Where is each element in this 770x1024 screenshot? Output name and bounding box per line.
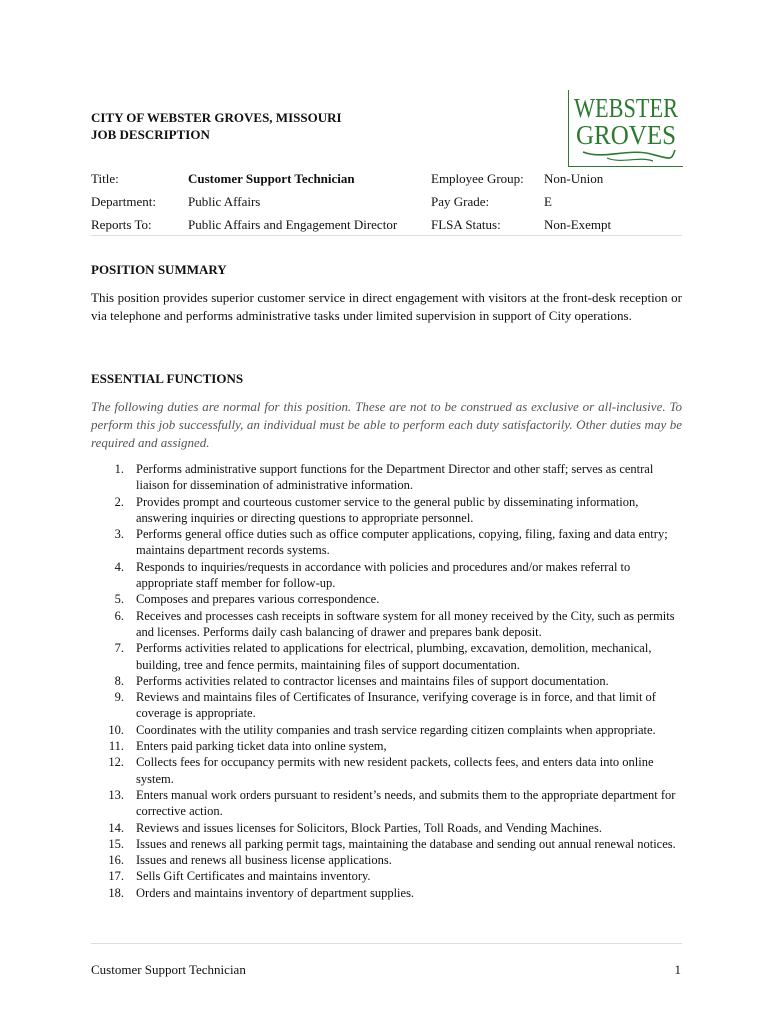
- list-item-text: Performs general office duties such as office computer applications, copying, filing, faxing and data entry; maintains department records systems.: [136, 527, 668, 558]
- footer-divider: [91, 943, 682, 944]
- list-item-text: Issues and renews all parking permit tags, maintaining the database and sending out annual renewal notices.: [136, 836, 676, 851]
- list-item-text: Collects fees for occupancy permits with new resident packets, collects fees, and enters data into online system.: [136, 755, 654, 786]
- list-item-number: 14.: [108, 820, 124, 835]
- list-item-number: 2.: [114, 494, 124, 509]
- list-item-number: 1.: [114, 462, 124, 476]
- list-item: [91, 754, 681, 787]
- employee-group-label: Employee Group:: [431, 171, 524, 186]
- list-item-number: 5.: [114, 592, 124, 607]
- list-item-number: 17.: [108, 869, 124, 884]
- logo-flourish-icon: [607, 158, 653, 161]
- doc-type-heading: JOB DESCRIPTION: [91, 127, 210, 142]
- flsa-label: FLSA Status:: [431, 217, 501, 232]
- pay-grade-value: E: [544, 194, 552, 209]
- list-item-number: 9.: [114, 690, 124, 705]
- logo-word-webster: WEBSTER: [574, 93, 678, 123]
- city-heading: CITY OF WEBSTER GROVES, MISSOURI: [91, 110, 342, 125]
- list-item-text: Issues and renews all business license applications.: [136, 853, 392, 868]
- info-row-title: [91, 167, 682, 190]
- list-item: [91, 722, 681, 738]
- list-item-text: Enters manual work orders pursuant to resident’s needs, and submits them to the appropriate department for corrective action.: [136, 787, 676, 819]
- list-item: [91, 640, 681, 673]
- essential-functions-intro: The following duties are normal for this position. These are not to be construed as exclusive or all-inclusive. To perform this job successfully, an individual must be able to perform each duty satisfactorily. Other duties may be required and assigned.: [91, 399, 682, 450]
- list-item: [91, 738, 681, 754]
- logo-flourish-icon: [583, 150, 675, 158]
- info-row-reports: [91, 213, 682, 236]
- list-item-text: Composes and prepares various correspondence.: [136, 592, 380, 607]
- list-item: [91, 591, 681, 607]
- list-item-text: Performs administrative support functions for the Department Director and other staff; serves as central liaison for dissemination of administrative information.: [136, 462, 654, 493]
- list-item: [91, 868, 681, 884]
- list-item: [91, 820, 681, 836]
- list-item-number: 7.: [114, 641, 124, 656]
- list-item: [91, 673, 681, 689]
- employee-group-value: Non-Union: [544, 171, 604, 186]
- webster-groves-logo: [568, 90, 683, 167]
- list-item: [91, 852, 681, 868]
- flsa-value: Non-Exempt: [544, 217, 612, 232]
- essential-functions-list: [91, 461, 681, 901]
- list-item-text: Reviews and maintains files of Certificates of Insurance, verifying coverage is in force, and that limit of coverage is appropriate.: [136, 690, 656, 721]
- list-item-number: 18.: [108, 885, 124, 900]
- document-header: [91, 109, 342, 143]
- info-divider: [91, 235, 682, 236]
- list-item: [91, 787, 681, 820]
- list-item-text: Sells Gift Certificates and maintains inventory.: [136, 869, 371, 884]
- reports-to-value: Public Affairs and Engagement Director: [188, 217, 398, 232]
- logo-word-groves: GROVES: [576, 120, 676, 150]
- list-item-text: Reviews and issues licenses for Solicitors, Block Parties, Toll Roads, and Vending Machines.: [136, 820, 602, 835]
- footer-title: Customer Support Technician: [91, 962, 246, 977]
- list-item: [91, 494, 681, 527]
- list-item-number: 6.: [114, 608, 124, 623]
- position-summary-heading: POSITION SUMMARY: [91, 262, 227, 277]
- list-item-number: 4.: [114, 559, 124, 574]
- list-item-text: Orders and maintains inventory of department supplies.: [136, 885, 415, 900]
- list-item-number: 13.: [108, 787, 124, 802]
- title-label: Title:: [91, 171, 119, 186]
- job-info-table: [91, 167, 682, 236]
- list-item: [91, 836, 681, 852]
- list-item-text: Enters paid parking ticket data into online system,: [136, 739, 387, 754]
- list-item-text: Receives and processes cash receipts in software system for all money received by the City, such as permits and licenses. Performs daily cash balancing of drawer and prepares bank deposit.: [136, 608, 675, 639]
- list-item-text: Performs activities related to contractor licenses and maintains files of support documentation.: [136, 673, 609, 688]
- department-label: Department:: [91, 194, 156, 209]
- list-item-number: 15.: [108, 836, 124, 851]
- list-item: [91, 526, 681, 559]
- list-item-number: 16.: [108, 853, 124, 868]
- list-item-text: Coordinates with the utility companies and trash service regarding citizen complaints when appropriate.: [136, 722, 656, 737]
- list-item-number: 11.: [108, 739, 124, 754]
- list-item: [91, 461, 681, 494]
- list-item: [91, 608, 681, 641]
- list-item-number: 3.: [114, 527, 124, 542]
- list-item-number: 12.: [108, 755, 124, 770]
- list-item: [91, 689, 681, 722]
- list-item-number: 10.: [108, 722, 124, 737]
- list-item: [91, 559, 681, 592]
- reports-to-label: Reports To:: [91, 217, 152, 232]
- info-row-department: [91, 190, 682, 213]
- essential-functions-heading: ESSENTIAL FUNCTIONS: [91, 371, 244, 386]
- list-item-number: 8.: [114, 673, 124, 688]
- position-summary-text: This position provides superior customer service in direct engagement with visitors at the front-desk reception or via telephone and performs administrative tasks under limited supervision in support of City operations.: [91, 290, 682, 323]
- department-value: Public Affairs: [188, 194, 261, 209]
- list-item-text: Responds to inquiries/requests in accordance with policies and procedures and/or makes referral to appropriate staff member for follow-up.: [136, 559, 631, 591]
- logo-graphic: [569, 90, 683, 166]
- list-item: [91, 885, 681, 901]
- list-item-text: Provides prompt and courteous customer service to the general public by disseminating information, answering inquiries or directing questions to appropriate personnel.: [136, 494, 639, 525]
- pay-grade-label: Pay Grade:: [431, 194, 490, 209]
- title-value: Customer Support Technician: [188, 171, 355, 186]
- list-item-text: Performs activities related to applications for electrical, plumbing, excavation, demolition, mechanical, building, tree and fence permits, maintaining files of support documentation.: [136, 641, 652, 672]
- page-number: 1: [674, 962, 681, 977]
